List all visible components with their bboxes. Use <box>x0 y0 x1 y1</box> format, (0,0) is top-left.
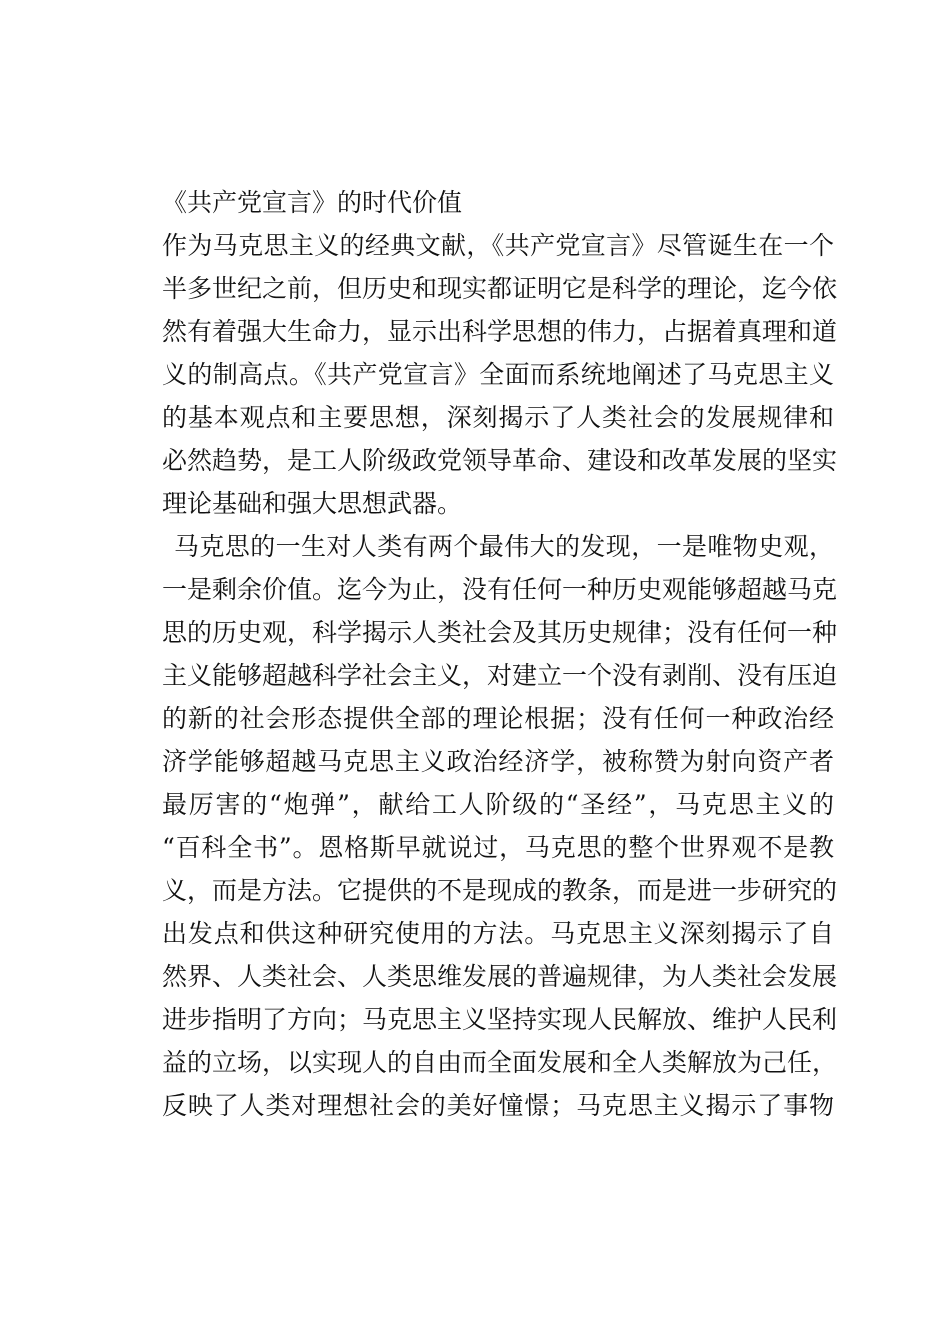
text-line: 然界、人类社会、人类思维发展的普遍规律，为人类社会发展 <box>162 962 838 991</box>
text-line: 反映了人类对理想社会的美好憧憬；马克思主义揭示了事物 <box>162 1091 834 1120</box>
document-body <box>162 181 838 1127</box>
paragraph-2 <box>162 525 838 1127</box>
text-line: 必然趋势，是工人阶级政党领导革命、建设和改革发展的坚实 <box>162 446 838 475</box>
text-line: 理论基础和强大思想武器。 <box>162 489 463 518</box>
text-line: 益的立场，以实现人的自由而全面发展和全人类解放为己任， <box>162 1048 838 1077</box>
text-line: 进步指明了方向；马克思主义坚持实现人民解放、维护人民利 <box>162 1005 838 1034</box>
paragraph-1 <box>162 224 838 525</box>
text-line: 一是剩余价值。迄今为止，没有任何一种历史观能够超越马克 <box>162 575 838 604</box>
text-line: 济学能够超越马克思主义政治经济学，被称赞为射向资产者 <box>162 747 834 776</box>
text-line: 最厉害的“炮弹”，献给工人阶级的“圣经”，马克思主义的 <box>162 790 834 819</box>
text-line: 的新的社会形态提供全部的理论根据；没有任何一种政治经 <box>162 704 834 733</box>
text-line: 主义能够超越科学社会主义，对建立一个没有剥削、没有压迫 <box>162 661 838 690</box>
text-line: “百科全书”。恩格斯早就说过，马克思的整个世界观不是教 <box>162 833 834 862</box>
text-line: 然有着强大生命力，显示出科学思想的伟力，占据着真理和道 <box>162 317 838 346</box>
text-line: 作为马克思主义的经典文献，《共产党宣言》尽管诞生在一个 <box>162 231 834 260</box>
text-line: 义的制高点。《共产党宣言》全面而系统地阐述了马克思主义 <box>162 360 834 389</box>
text-line: 出发点和供这种研究使用的方法。马克思主义深刻揭示了自 <box>162 919 834 948</box>
text-line: 马克思的一生对人类有两个最伟大的发现，一是唯物史观， <box>174 532 834 561</box>
document-title: 《共产党宣言》的时代价值 <box>162 188 463 217</box>
text-line: 义，而是方法。它提供的不是现成的教条，而是进一步研究的 <box>162 876 838 905</box>
text-line: 半多世纪之前，但历史和现实都证明它是科学的理论，迄今依 <box>162 274 838 303</box>
text-line: 的基本观点和主要思想，深刻揭示了人类社会的发展规律和 <box>162 403 834 432</box>
text-line: 思的历史观，科学揭示人类社会及其历史规律；没有任何一种 <box>162 618 838 647</box>
